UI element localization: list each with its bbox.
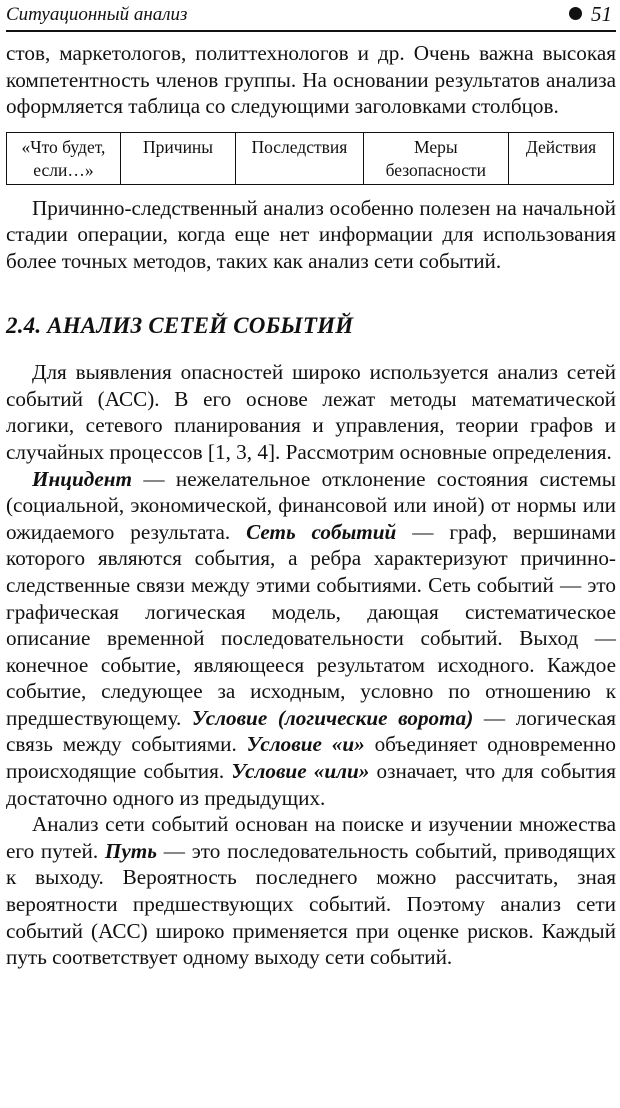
term-incident: Инцидент — [32, 466, 132, 491]
term-path: Путь — [104, 838, 157, 863]
definition-incident: — нежелательное отклонение состояния системы (социальной, экономической, финансовой или иной) от нормы или ожидаемого результата. — [6, 466, 616, 544]
intro-paragraph: стов, маркетологов, политтехнологов и др. Очень важна высокая компетентность членов группы. На основании результатов анализа оформляется таблица со следующими заголовками столбцов. — [6, 41, 616, 119]
path-paragraph — [6, 811, 616, 971]
table-cell-consequences: Последствия — [236, 132, 363, 184]
table-cell-causes: Причины — [120, 132, 235, 184]
definition-condition-and: объединяет одновременно происходящие события. — [6, 732, 616, 784]
section-paragraph-1: Для выявления опасностей широко используется анализ сетей событий (АСС). В его основе лежат методы математической логики, сетевого планирования и управления, теории графов и случайных процессов [1, 3, 4]. Рассмотрим основные определения. — [6, 360, 616, 464]
page-number-block — [569, 2, 612, 27]
definition-event-network: — граф, вершинами которого являются события, а ребра характеризуют причинно-следственные связи между этими событиями. Сеть событий — это графическая логическая модель, дающая систематическое описание временной последовательности событий. Выход — конечное событие, являющееся результатом исходного. Каждое событие, следующее за исходным, условно по отношению к предшествующему. — [6, 519, 616, 730]
path-paragraph-end: — это последовательность событий, приводящих к выходу. Вероятность последнего можно рассчитать, зная вероятности предшествующих событий. Поэтому анализ сети событий (АСС) широко применяется при оценке рисков. Каждый путь соответствует одному выходу сети событий. — [6, 838, 616, 970]
term-event-network: Сеть событий — [246, 519, 397, 544]
running-header — [6, 0, 616, 32]
term-condition-and: Условие «и» — [246, 732, 365, 757]
table-cell-actions: Действия — [509, 132, 614, 184]
running-title: Ситуационный анализ — [6, 4, 188, 25]
bullet-icon — [569, 7, 582, 20]
term-condition-or: Условие «или» — [231, 759, 370, 784]
term-condition: Условие (логические ворота) — [191, 705, 474, 730]
section-heading: 2.4. АНАЛИЗ СЕТЕЙ СОБЫТИЙ — [6, 312, 354, 338]
table-cell-what-if: «Что будет, если…» — [7, 132, 121, 184]
table-row — [7, 132, 614, 184]
definitions-paragraph — [6, 466, 616, 812]
page-number: 51 — [591, 2, 612, 26]
paragraph-after-table: Причинно-следственный анализ особенно полезен на начальной стадии операции, когда еще нет информации для использования более точных методов, таких как анализ сети событий. — [6, 195, 616, 273]
column-headers-table — [6, 132, 614, 185]
definition-condition: — логическая связь между событиями. — [6, 705, 617, 757]
definition-condition-or: означает, что для события достаточно одного из предыдущих. — [6, 759, 617, 810]
page-body — [6, 40, 616, 971]
table-cell-safety-measures: Меры безопасности — [363, 132, 508, 184]
book-page — [6, 0, 616, 971]
path-paragraph-start: Анализ сети событий основан на поиске и изучении множества его путей. — [6, 812, 616, 863]
